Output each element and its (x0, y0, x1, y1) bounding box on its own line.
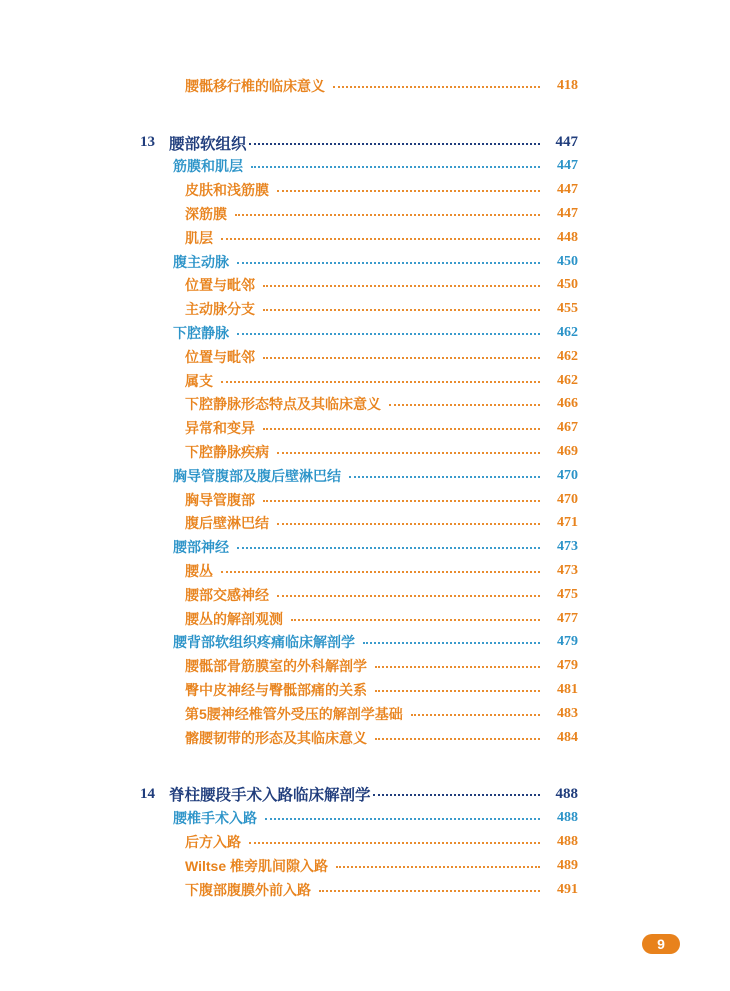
dot-leader (249, 842, 540, 844)
dot-leader (265, 818, 540, 820)
toc-entry (140, 226, 578, 250)
toc-entry (140, 512, 578, 536)
entry-page-number: 479 (557, 634, 578, 650)
entry-title: 深筋膜 (185, 206, 227, 223)
dot-leader (237, 547, 540, 549)
dot-leader (375, 690, 540, 692)
entry-page-number: 447 (557, 206, 578, 222)
entry-page-number: 455 (557, 301, 578, 317)
entry-page-number: 491 (557, 881, 578, 897)
toc-entry (140, 678, 578, 702)
dot-leader (221, 238, 540, 240)
toc-entry (140, 178, 578, 202)
entry-page-number: 488 (555, 785, 578, 802)
entry-title: 筋膜和肌层 (173, 158, 243, 175)
toc-entry (140, 806, 578, 830)
entry-title: 腹后壁淋巴结 (185, 515, 269, 532)
dot-leader (263, 357, 540, 359)
dot-leader (249, 143, 540, 145)
entry-page-number: 488 (557, 810, 578, 826)
entry-title: 脊柱腰段手术入路临床解剖学 (169, 787, 371, 805)
entry-title: 下腔静脉 (173, 325, 229, 342)
entry-page-number: 462 (557, 372, 578, 388)
entry-page-number: 447 (555, 134, 578, 151)
dot-leader (251, 166, 540, 168)
entry-page-number: 489 (557, 857, 578, 873)
entry-page-number: 450 (557, 253, 578, 269)
entry-page-number: 466 (557, 396, 578, 412)
entry-title: 属支 (185, 372, 213, 389)
entry-page-number: 471 (557, 515, 578, 531)
toc-entry (140, 345, 578, 369)
toc-entry (140, 559, 578, 583)
entry-title: 下腹部腹膜外前入路 (185, 881, 311, 898)
toc-entry (140, 416, 578, 440)
toc-entry (140, 202, 578, 226)
toc-entry (140, 488, 578, 512)
toc-entry (140, 440, 578, 464)
toc-entry (140, 854, 578, 878)
dot-leader (263, 428, 540, 430)
toc-entry (140, 783, 578, 807)
toc-entry (140, 654, 578, 678)
entry-page-number: 479 (557, 658, 578, 674)
toc-entry (140, 74, 578, 98)
toc-entry (140, 297, 578, 321)
dot-leader (263, 500, 540, 502)
dot-leader (389, 404, 540, 406)
entry-title: 腰丛 (185, 563, 213, 580)
entry-title: Wiltse 椎旁肌间隙入路 (185, 857, 328, 874)
dot-leader (277, 595, 540, 597)
entry-title: 腰部软组织 (169, 135, 247, 153)
entry-page-number: 469 (557, 444, 578, 460)
entry-page-number: 477 (557, 610, 578, 626)
entry-title: 主动脉分支 (185, 301, 255, 318)
toc-entry (140, 583, 578, 607)
toc-entry (140, 155, 578, 179)
toc-entry (140, 131, 578, 155)
toc-entry (140, 878, 578, 902)
entry-page-number: 473 (557, 563, 578, 579)
dot-leader (235, 214, 540, 216)
dot-leader (277, 452, 540, 454)
entry-title: 腰骶部骨筋膜室的外科解剖学 (185, 658, 367, 675)
entry-title: 位置与毗邻 (185, 277, 255, 294)
entry-page-number: 488 (557, 834, 578, 849)
toc-entry (140, 321, 578, 345)
dot-leader (277, 190, 540, 192)
entry-title: 腰部交感神经 (185, 586, 269, 603)
entry-page-number: 481 (557, 682, 578, 698)
toc-entry (140, 535, 578, 559)
entry-title: 腰椎手术入路 (173, 810, 257, 827)
dot-leader (263, 309, 540, 311)
entry-title: 腰部神经 (173, 539, 229, 556)
dot-leader (375, 666, 540, 668)
entry-title: 髂腰韧带的形态及其临床意义 (185, 729, 367, 746)
entry-page-number: 447 (557, 182, 578, 198)
toc-entry (140, 274, 578, 298)
toc-entry (140, 464, 578, 488)
entry-title: 腹主动脉 (173, 253, 229, 270)
entry-title: 下腔静脉疾病 (185, 444, 269, 461)
dot-leader (333, 86, 540, 88)
dot-leader (336, 866, 540, 868)
entry-title: 胸导管腹部及腹后壁淋巴结 (173, 467, 341, 484)
toc-entry (140, 250, 578, 274)
entry-page-number: 473 (557, 539, 578, 555)
dot-leader (373, 794, 540, 796)
toc-entry (140, 393, 578, 417)
entry-page-number: 483 (557, 705, 578, 721)
entry-title: 位置与毗邻 (185, 348, 255, 365)
entry-page-number: 470 (557, 467, 578, 483)
entry-page-number: 484 (557, 729, 578, 745)
dot-leader (237, 262, 540, 264)
entry-page-number: 447 (557, 158, 578, 174)
toc-entry (140, 830, 578, 854)
entry-page-number: 448 (557, 229, 578, 245)
dot-leader (277, 523, 540, 525)
page-number-badge (642, 934, 680, 954)
entry-title: 皮肤和浅筋膜 (185, 182, 269, 199)
entry-title: 腰骶移行椎的临床意义 (185, 77, 325, 94)
entry-title: 肌层 (185, 229, 213, 246)
dot-leader (411, 714, 540, 716)
dot-leader (319, 890, 540, 892)
page-number: 9 (657, 936, 665, 952)
toc-entry (140, 607, 578, 631)
dot-leader (349, 476, 540, 478)
entry-page-number: 462 (557, 325, 578, 341)
entry-title: 下腔静脉形态特点及其临床意义 (185, 396, 381, 413)
entry-title: 腰丛的解剖观测 (185, 610, 283, 627)
entry-page-number: 418 (557, 77, 578, 93)
entry-page-number: 467 (557, 420, 578, 436)
entry-title: 臀中皮神经与臀骶部痛的关系 (185, 682, 367, 699)
entry-title: 异常和变异 (185, 420, 255, 437)
entry-page-number: 462 (557, 348, 578, 364)
entry-title: 胸导管腹部 (185, 491, 255, 508)
toc-entry (140, 702, 578, 726)
toc-entry (140, 631, 578, 655)
toc-entry (140, 369, 578, 393)
dot-leader (291, 619, 540, 621)
dot-leader (263, 285, 540, 287)
toc-entry (140, 726, 578, 750)
chapter-number: 14 (140, 785, 155, 802)
dot-leader (237, 333, 540, 335)
dot-leader (363, 642, 540, 644)
entry-title: 腰背部软组织疼痛临床解剖学 (173, 634, 355, 651)
entry-page-number: 470 (557, 491, 578, 507)
toc-list (140, 74, 578, 902)
entry-title: 第5腰神经椎管外受压的解剖学基础 (185, 705, 403, 722)
dot-leader (221, 381, 540, 383)
entry-page-number: 475 (557, 586, 578, 602)
entry-title: 后方入路 (185, 834, 241, 850)
entry-page-number: 450 (557, 277, 578, 293)
dot-leader (375, 738, 540, 740)
dot-leader (221, 571, 540, 573)
chapter-number: 13 (140, 134, 155, 151)
